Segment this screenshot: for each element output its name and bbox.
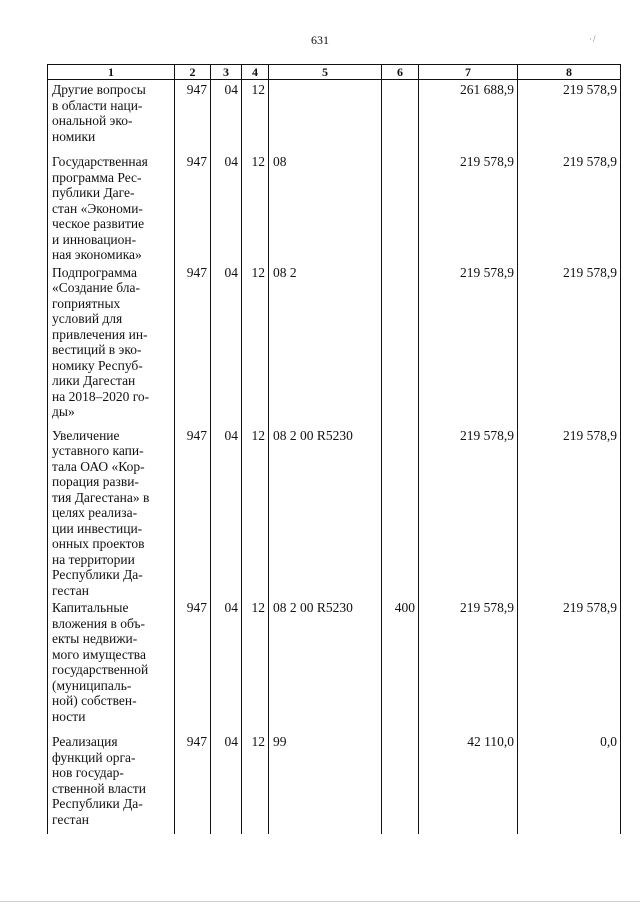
header-cell: 7 — [419, 65, 518, 80]
amount-col7: 42 110,0 — [419, 732, 518, 834]
csr-code — [269, 80, 382, 153]
rz-code: 04 — [211, 152, 242, 263]
amount-col8: 0,0 — [518, 732, 621, 834]
amount-col7: 219 578,9 — [419, 263, 518, 426]
header-row — [48, 65, 621, 80]
table-row — [48, 732, 621, 834]
vr-code — [382, 426, 419, 599]
pr-code: 12 — [242, 732, 269, 834]
row-description: Государственная программа Рес- публики Даге- стан «Экономи- ческое развитие и инновацион- ная экономика» — [48, 152, 175, 263]
pr-code: 12 — [242, 263, 269, 426]
rz-code: 04 — [211, 598, 242, 732]
csr-code: 08 2 00 R5230 — [269, 598, 382, 732]
gr-code: 947 — [175, 80, 211, 153]
scan-edge-line — [0, 901, 640, 902]
pr-code: 12 — [242, 426, 269, 599]
csr-code: 99 — [269, 732, 382, 834]
amount-col7: 219 578,9 — [419, 426, 518, 599]
pr-code: 12 — [242, 80, 269, 153]
row-description: Увеличение уставного капи- тала ОАО «Кор- порация разви- тия Дагестана» в целях реализа- ции инвестици- онных проектов на территории Республики Да- гестан — [48, 426, 175, 599]
vr-code — [382, 152, 419, 263]
rz-code: 04 — [211, 80, 242, 153]
table-row — [48, 426, 621, 599]
row-description: Реализация функций орга- нов государ- ственной власти Республики Да- гестан — [48, 732, 175, 834]
table-row — [48, 598, 621, 732]
header-cell: 6 — [382, 65, 419, 80]
amount-col8: 219 578,9 — [518, 152, 621, 263]
budget-table — [47, 64, 621, 834]
amount-col8: 219 578,9 — [518, 598, 621, 732]
rz-code: 04 — [211, 263, 242, 426]
header-cell: 2 — [175, 65, 211, 80]
vr-code — [382, 263, 419, 426]
header-cell: 4 — [242, 65, 269, 80]
csr-code: 08 2 — [269, 263, 382, 426]
amount-col8: 219 578,9 — [518, 263, 621, 426]
gr-code: 947 — [175, 598, 211, 732]
page-number: 631 — [311, 33, 329, 47]
row-description: Подпрограмма «Создание бла- гоприятных условий для привлечения ин- вестиций в эко- номику Респуб- лики Дагестан на 2018–2020 го- ды» — [48, 263, 175, 426]
header-cell: 5 — [269, 65, 382, 80]
vr-code — [382, 732, 419, 834]
corner-mark: ·/ — [589, 34, 597, 44]
table-row — [48, 80, 621, 153]
gr-code: 947 — [175, 426, 211, 599]
csr-code: 08 2 00 R5230 — [269, 426, 382, 599]
row-description: Другие вопросы в области наци- ональной эко- номики — [48, 80, 175, 153]
amount-col7: 261 688,9 — [419, 80, 518, 153]
row-description: Капитальные вложения в объ- екты недвижи- мого имущества государственной (муниципаль- ной) собствен- ности — [48, 598, 175, 732]
amount-col8: 219 578,9 — [518, 80, 621, 153]
header-cell: 8 — [518, 65, 621, 80]
vr-code — [382, 80, 419, 153]
csr-code: 08 — [269, 152, 382, 263]
rz-code: 04 — [211, 426, 242, 599]
table-row — [48, 152, 621, 263]
pr-code: 12 — [242, 152, 269, 263]
amount-col7: 219 578,9 — [419, 598, 518, 732]
pr-code: 12 — [242, 598, 269, 732]
amount-col7: 219 578,9 — [419, 152, 518, 263]
gr-code: 947 — [175, 263, 211, 426]
gr-code: 947 — [175, 152, 211, 263]
vr-code: 400 — [382, 598, 419, 732]
rz-code: 04 — [211, 732, 242, 834]
table-row — [48, 263, 621, 426]
amount-col8: 219 578,9 — [518, 426, 621, 599]
header-cell: 3 — [211, 65, 242, 80]
gr-code: 947 — [175, 732, 211, 834]
header-cell: 1 — [48, 65, 175, 80]
